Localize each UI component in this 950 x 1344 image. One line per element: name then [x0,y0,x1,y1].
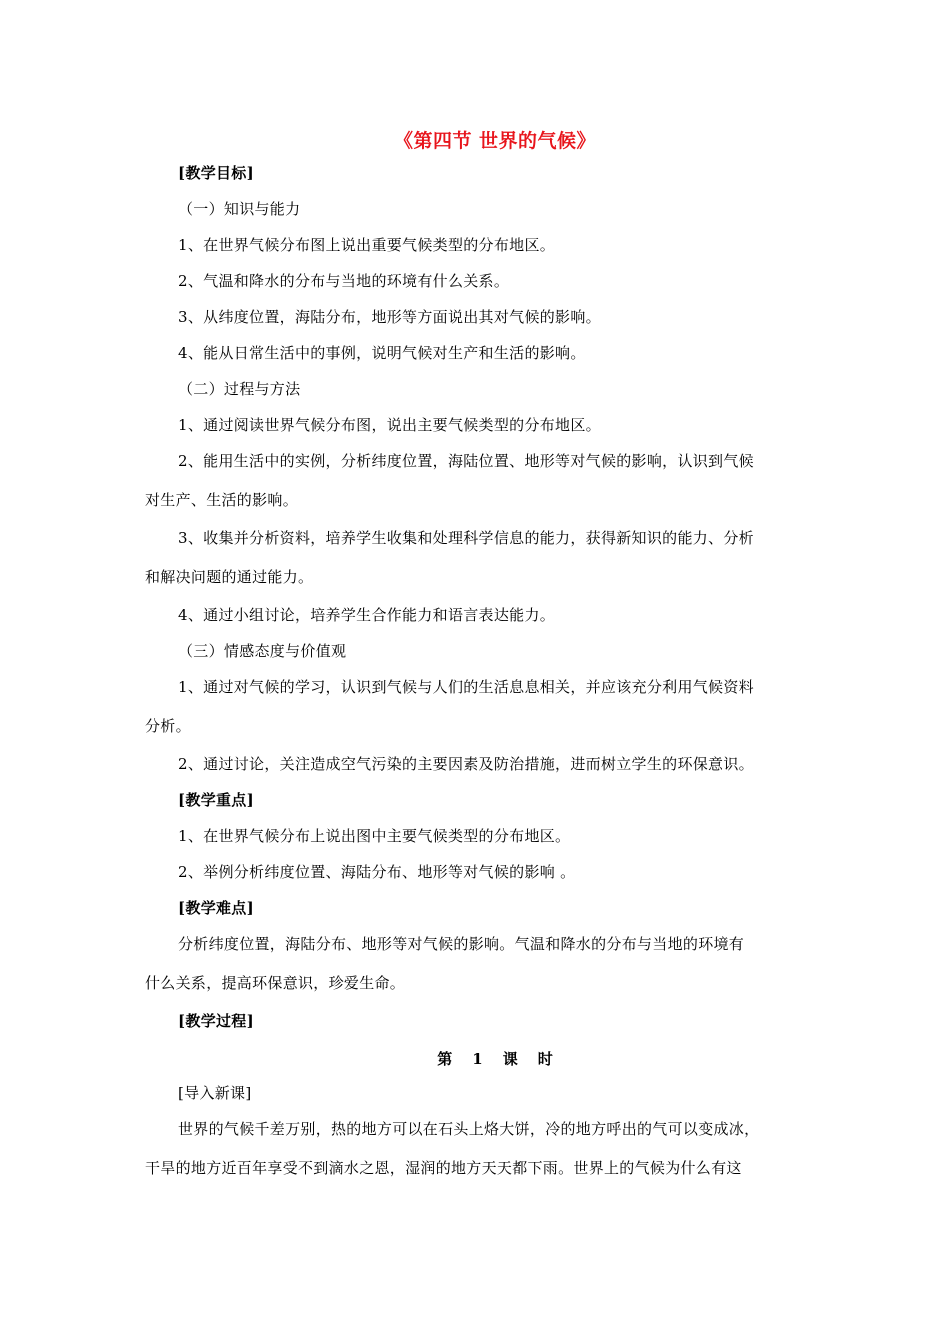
section2-item-3-line2: 和解决问题的通过能力。 [145,568,314,586]
section3-heading: （三）情感态度与价值观 [178,642,347,660]
section2-item-4: 4、通过小组讨论，培养学生合作能力和语言表达能力。 [178,606,556,624]
section2-item-2-line2: 对生产、生活的影响。 [145,491,299,509]
section3-item-1-line2: 分析。 [145,717,191,735]
intro-line2: 干旱的地方近百年享受不到滴水之恩，湿润的地方天天都下雨。世界上的气候为什么有这 [145,1159,742,1177]
lesson-word-4: 时 [537,1050,553,1068]
intro-heading: [导入新课] [178,1084,252,1102]
section1-item-3: 3、从纬度位置，海陆分布，地形等方面说出其对气候的影响。 [178,308,601,326]
difficulties-heading: [教学难点] [178,899,254,917]
difficulties-line2: 什么关系，提高环保意识，珍爱生命。 [145,974,406,992]
section2-heading: （二）过程与方法 [178,380,301,398]
section2-item-1: 1、通过阅读世界气候分布图，说出主要气候类型的分布地区。 [178,416,601,434]
key-points-heading: [教学重点] [178,791,254,809]
section3-item-2: 2、通过讨论，关注造成空气污染的主要因素及防治措施，进而树立学生的环保意识。 [178,755,754,773]
section3-item-1-line1: 1、通过对气候的学习，认识到气候与人们的生活息息相关，并应该充分利用气候资料 [178,678,754,696]
section2-item-2-line1: 2、能用生活中的实例，分析纬度位置，海陆位置、地形等对气候的影响，认识到气候 [178,452,754,470]
key-points-item-2: 2、举例分析纬度位置、海陆分布、地形等对气候的影响 。 [178,863,576,881]
section2-item-3-line1: 3、收集并分析资料，培养学生收集和处理科学信息的能力，获得新知识的能力、分析 [178,529,754,547]
document-title: 《第四节 世界的气候》 [393,130,597,152]
objectives-heading: [教学目标] [178,164,254,182]
key-points-item-1: 1、在世界气候分布上说出图中主要气候类型的分布地区。 [178,827,571,845]
intro-line1: 世界的气候千差万别，热的地方可以在石头上烙大饼，冷的地方呼出的气可以变成冰， [178,1120,760,1138]
lesson-label [0,1048,950,1069]
section1-heading: （一）知识与能力 [178,200,301,218]
section1-item-2: 2、气温和降水的分布与当地的环境有什么关系。 [178,272,510,290]
process-heading: [教学过程] [178,1012,254,1030]
lesson-word-3: 课 [502,1050,518,1068]
section1-item-1: 1、在世界气候分布图上说出重要气候类型的分布地区。 [178,236,556,254]
section1-item-4: 4、能从日常生活中的事例，说明气候对生产和生活的影响。 [178,344,586,362]
lesson-word-2: 1 [472,1050,483,1068]
difficulties-line1: 分析纬度位置，海陆分布、地形等对气候的影响。气温和降水的分布与当地的环境有 [178,935,745,953]
lesson-word-1: 第 [437,1050,453,1068]
